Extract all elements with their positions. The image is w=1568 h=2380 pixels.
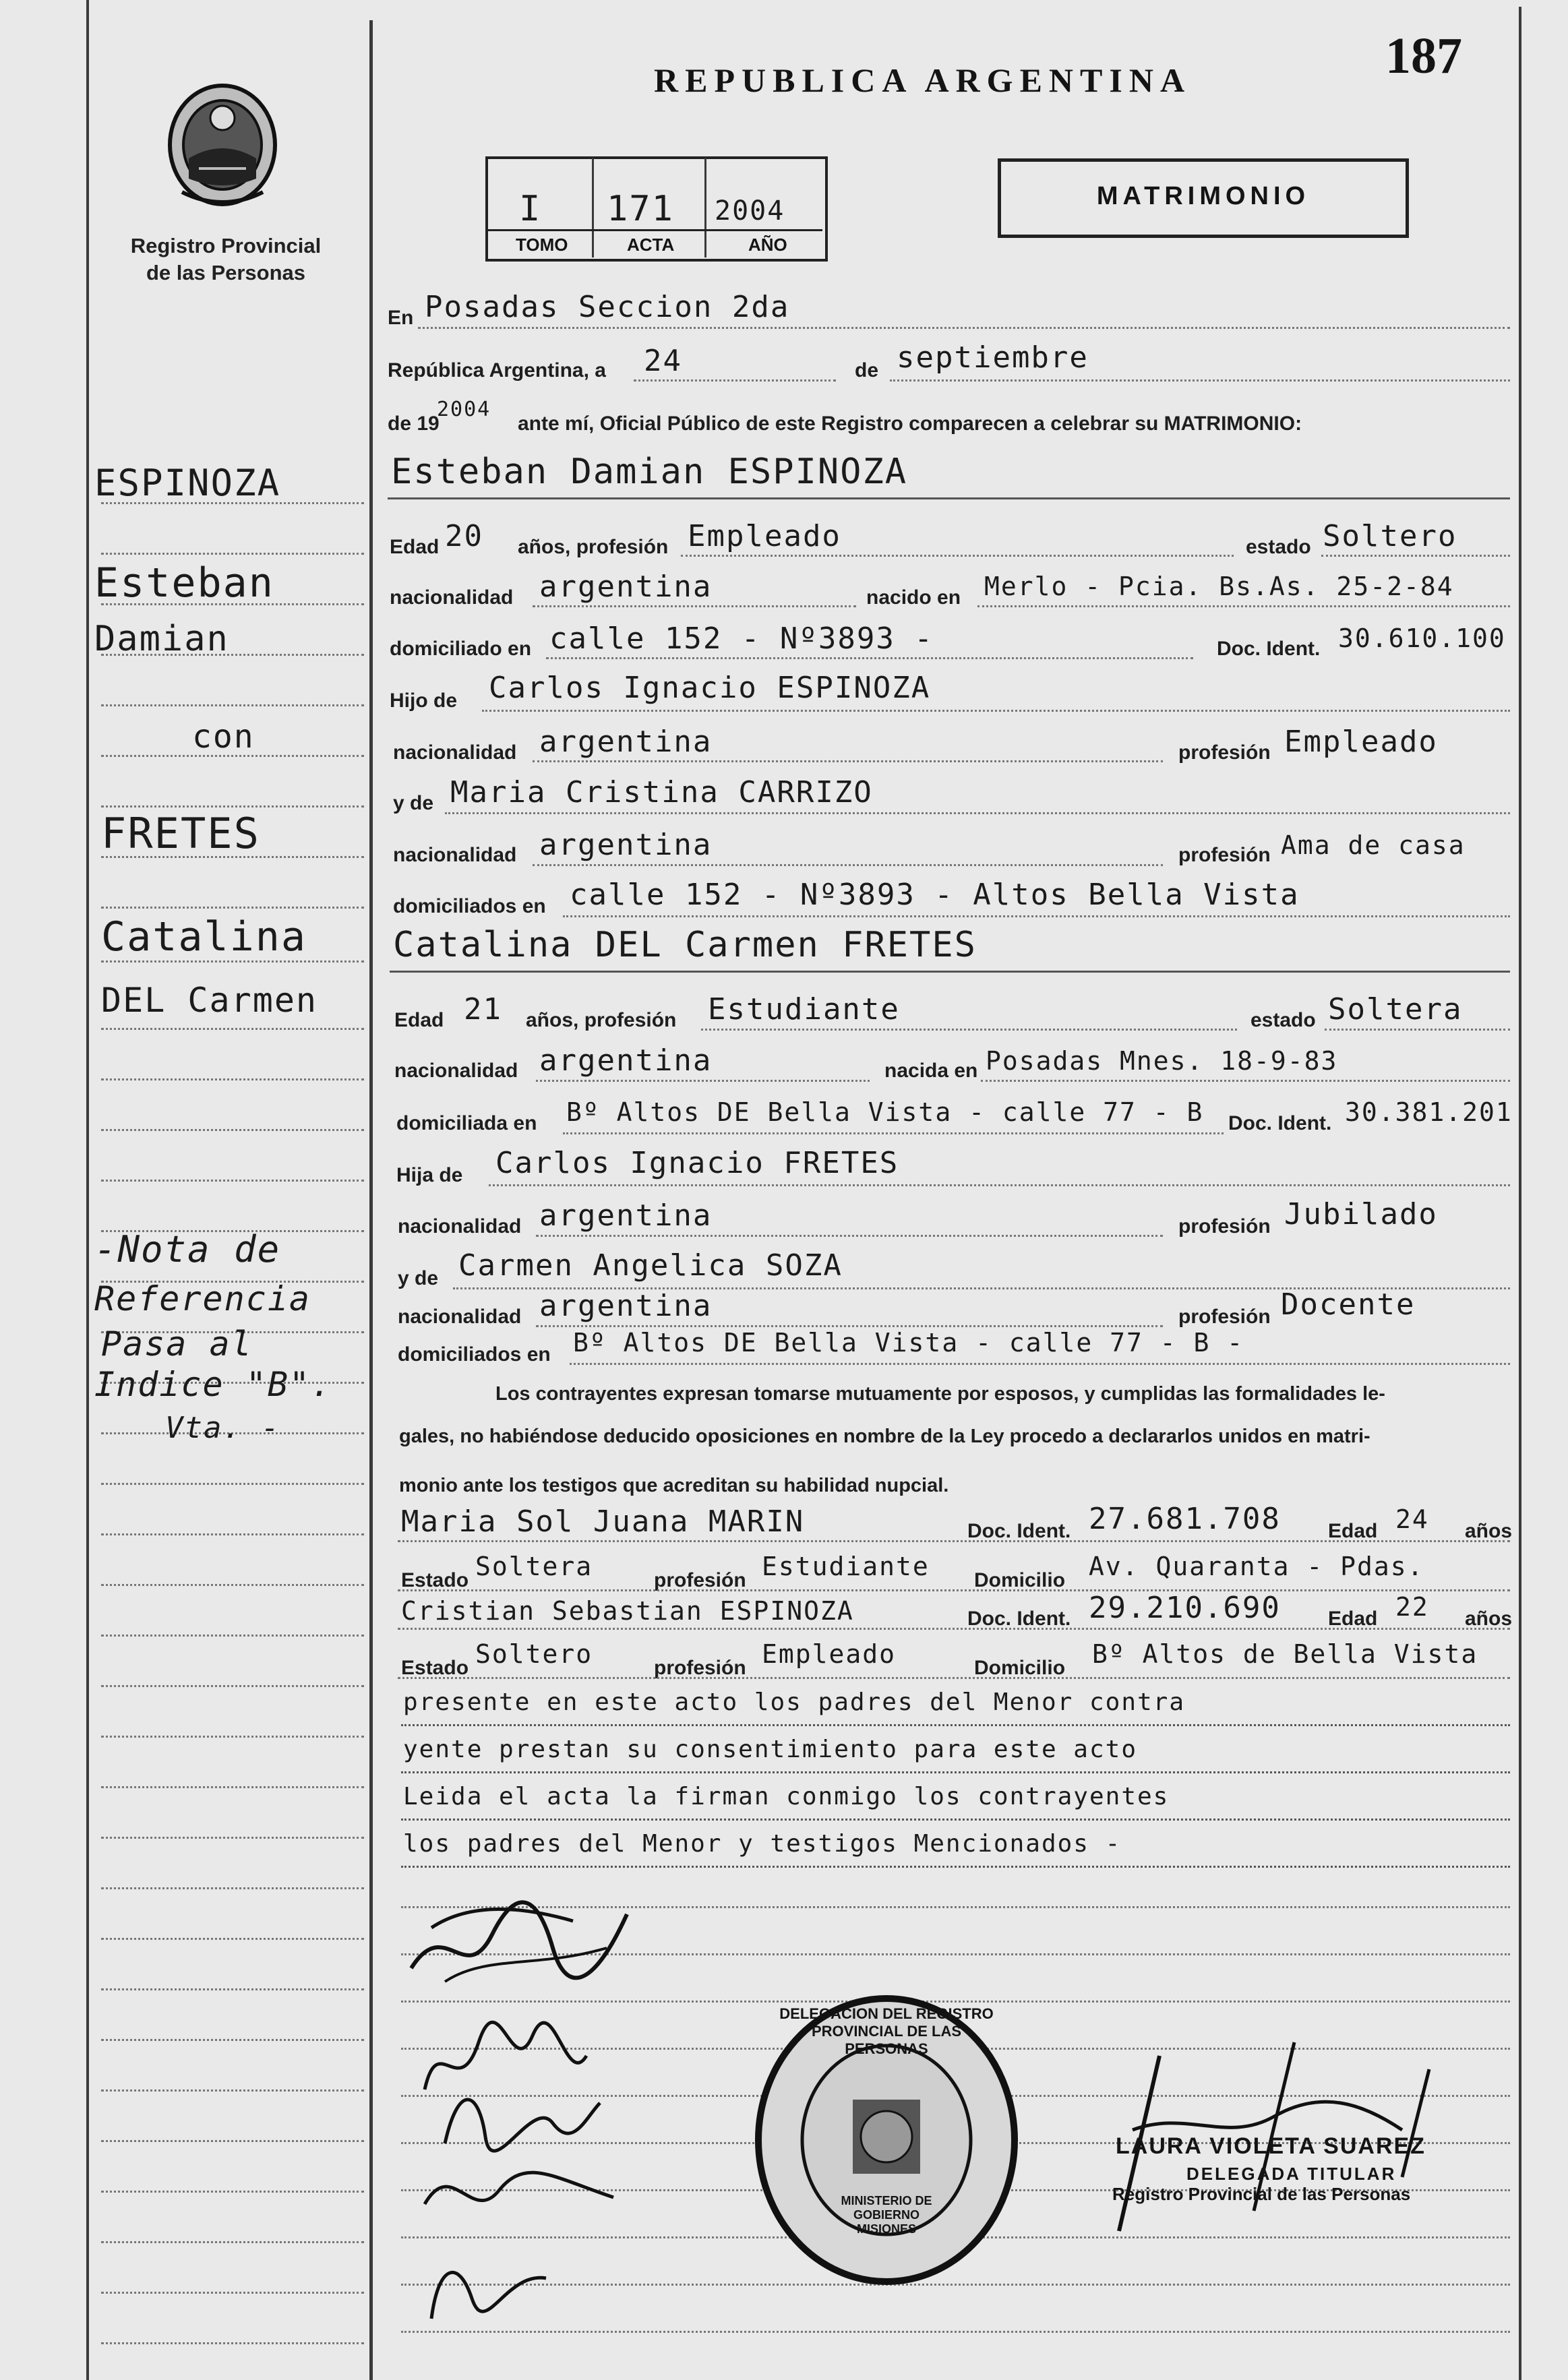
margin-rule-23 [101,1635,364,1637]
label-domiciliado: domiciliado en [390,638,532,660]
margin-rule-35 [101,2241,364,2243]
provincial-coat-of-arms [162,78,283,212]
label-nac-6: nacionalidad [398,1306,522,1328]
rule-note-1 [401,1724,1510,1726]
witness2-doc: 29.210.690 [1089,1591,1281,1625]
groom-birthplace: Merlo - Pcia. Bs.As. 25-2-84 [984,572,1454,601]
bride-name: Catalina DEL Carmen FRETES [393,925,977,965]
label-prof-w2: profesión [654,1657,746,1679]
witness2-status: Soltero [475,1639,593,1669]
rule-bride-birth [981,1080,1510,1082]
rule-bride-parents-address [570,1363,1510,1365]
label-nacido-en: nacido en [866,586,961,609]
label-domicilio-w1: Domicilio [974,1569,1066,1591]
declaration-line3: monio ante los testigos que acreditan su habilidad nupcial. [399,1475,949,1496]
label-nac-3: nacionalidad [393,844,517,866]
right-border [1519,7,1521,2380]
witness2-age: 22 [1395,1592,1429,1622]
label-prof-2: profesión [1178,741,1271,764]
margin-rule-2 [101,553,364,555]
bride-nationality: argentina [539,1043,713,1078]
margin-given1a: Esteban [94,559,274,607]
month-value: septiembre [897,340,1089,375]
margin-surname1: ESPINOZA [94,462,281,504]
rule-groom-nat [533,605,856,607]
note-line-2: yente prestan su consentimiento para este acto [403,1736,1137,1763]
label-anos-w2: años [1465,1608,1513,1630]
witness1-status: Soltera [475,1552,593,1581]
margin-rule-13 [101,1129,364,1131]
margin-note-1: -Nota de [94,1228,281,1271]
witness1-address: Av. Quaranta - Pdas. [1089,1552,1424,1581]
rule-groom-address [546,657,1193,659]
ref-divider-1 [592,158,594,257]
label-en: En [388,307,414,329]
page-number: 187 [1385,28,1462,84]
rule-bride-address [563,1132,1224,1134]
registry-name [128,233,324,286]
label-republica: República Argentina, a [388,359,606,382]
margin-rule-34 [101,2191,364,2193]
margin-given2a: Catalina [101,913,307,960]
margin-rule-32 [101,2089,364,2092]
groom-profession: Empleado [688,519,841,553]
label-estado-w2: Estado [401,1657,469,1679]
rule-groom-name [388,497,1510,499]
label-edad-w2: Edad [1328,1608,1378,1630]
rule-groom-father [482,710,1510,712]
bride-mother: Carmen Angelica SOZA [458,1248,843,1283]
day-value: 24 [644,344,682,378]
witness2-name: Cristian Sebastian ESPINOZA [401,1596,854,1626]
declaration-line2: gales, no habiéndose deducido oposiciones en nombre de la Ley procedo a declararlos unidos en matri- [399,1426,1370,1447]
stamp-inner-text: MINISTERIO DE GOBIERNO MISIONES [841,2194,932,2236]
margin-rule-14 [101,1180,364,1182]
label-edad-w1: Edad [1328,1520,1378,1542]
rule-bride-father [489,1184,1510,1186]
label-nac-1: nacionalidad [390,586,514,609]
rule-body-10 [401,2331,1510,2333]
label-doc-w1: Doc. Ident. [967,1520,1071,1542]
label-hija-de: Hija de [396,1164,463,1186]
margin-rule-36 [101,2292,364,2294]
label-doc-w2: Doc. Ident. [967,1608,1071,1630]
groom-nationality: argentina [539,570,713,604]
label-edad-1: Edad [390,536,440,558]
groom-mother-nat: argentina [539,828,713,862]
witness1-age: 24 [1395,1504,1429,1534]
label-prof-5: profesión [1178,1306,1271,1328]
label-y-de-2: y de [398,1267,439,1289]
label-edad-2: Edad [394,1009,444,1031]
label-doc-1: Doc. Ident. [1217,638,1321,660]
official-name: LAURA VIOLETA SUAREZ [1116,2133,1426,2159]
rule-bride-status [1325,1029,1510,1031]
groom-mother-prof: Ama de casa [1281,830,1466,860]
registry-line1: Registro Provincial [130,234,322,257]
rule-witness2 [398,1628,1510,1630]
margin-rule-24 [101,1685,364,1687]
groom-mother: Maria Cristina CARRIZO [450,775,873,810]
official-stamp [752,1992,1021,2288]
rule-day [634,379,836,382]
rule-bride-prof [701,1029,1237,1031]
groom-address: calle 152 - Nº3893 - [549,621,934,656]
label-anos-prof-2: años, profesión [526,1009,677,1031]
bride-mother-prof: Docente [1281,1287,1416,1322]
label-ante-mi: ante mí, Oficial Público de este Registro comparecen a celebrar su MATRIMONIO: [518,413,1302,435]
column-divider [369,20,373,2380]
tomo-value: I [519,189,542,229]
label-nac-5: nacionalidad [398,1215,522,1238]
margin-rule-37 [101,2342,364,2344]
margin-rule-21 [101,1533,364,1535]
country-title: REPUBLICA ARGENTINA [654,61,1192,99]
groom-doc: 30.610.100 [1338,623,1506,653]
tomo-label: TOMO [516,235,568,255]
margin-rule-11 [101,1028,364,1030]
signature-groom [404,1887,634,1995]
rule-month [890,379,1510,382]
left-outer-border [86,0,89,2380]
margin-note-4: Indice "B". [94,1365,333,1404]
bride-parents-address: Bº Altos DE Bella Vista - calle 77 - B - [573,1328,1244,1357]
label-domiciliados-2: domiciliados en [398,1343,551,1366]
margin-rule-25 [101,1736,364,1738]
groom-status: Soltero [1323,519,1457,553]
label-de: de [855,359,879,382]
rule-groom-mother [445,812,1510,814]
rule-bride-nat [536,1080,870,1082]
margin-note-3: Pasa al [101,1324,253,1364]
note-line-4: los padres del Menor y testigos Mencionados - [403,1830,1122,1858]
label-estado-2: estado [1250,1009,1316,1031]
note-line-1: presente en este acto los padres del Menor contra [403,1688,1186,1716]
rule-groom-status [1321,555,1510,557]
margin-rule-28 [101,1887,364,1889]
bride-doc: 30.381.201 [1345,1097,1513,1127]
bride-address: Bº Altos DE Bella Vista - calle 77 - B [566,1097,1204,1127]
margin-rule-7 [101,805,364,807]
label-nacida-en: nacida en [884,1060,978,1082]
label-domiciliados-1: domiciliados en [393,895,546,917]
rule-witness1 [398,1540,1510,1542]
ref-divider-2 [704,158,706,257]
rule-note-2 [401,1771,1510,1773]
label-doc-2: Doc. Ident. [1228,1112,1332,1134]
bride-father-prof: Jubilado [1284,1197,1438,1231]
margin-rule-5 [101,704,364,706]
rule-witness2-b [398,1677,1510,1679]
margin-rule-29 [101,1938,364,1940]
label-estado-w1: Estado [401,1569,469,1591]
label-nac-4: nacionalidad [394,1060,518,1082]
label-anos-w1: años [1465,1520,1513,1542]
margin-given1b: Damian [94,619,229,659]
bride-father-nat: argentina [539,1198,713,1233]
margin-rule-31 [101,2039,364,2041]
margin-rule-33 [101,2140,364,2142]
rule-bride-mother-nat [536,1325,1163,1327]
rule-groom-birth [977,605,1510,607]
witness1-name: Maria Sol Juana MARIN [401,1504,805,1539]
label-prof-3: profesión [1178,844,1271,866]
rule-groom-father-nat [533,760,1163,762]
label-prof-w1: profesión [654,1569,746,1591]
margin-rule-9 [101,907,364,909]
acta-value: 171 [607,189,674,229]
record-type: MATRIMONIO [1096,182,1310,210]
signature-witness-1 [431,2076,607,2157]
bride-father: Carlos Ignacio FRETES [495,1146,899,1180]
label-nac-2: nacionalidad [393,741,517,764]
groom-father-nat: argentina [539,725,713,759]
margin-rule-20 [101,1483,364,1485]
margin-note-5: Vta. - [165,1411,280,1445]
groom-age: 20 [445,519,483,553]
margin-given2b: DEL Carmen [101,981,318,1020]
stamp-outer-text: DELEGACION DEL REGISTRO PROVINCIAL DE LAS PERSONAS [779,2005,994,2057]
witness2-profession: Empleado [762,1639,897,1669]
witness1-doc: 27.681.708 [1089,1502,1281,1536]
official-office: Registro Provincial de las Personas [1112,2184,1411,2204]
year-value: 2004 [437,398,491,421]
rule-en [418,327,1510,329]
margin-rule-26 [101,1786,364,1788]
margin-con: con [192,718,255,756]
acta-label: ACTA [627,235,675,255]
rule-groom-prof [681,555,1234,557]
witness2-address: Bº Altos de Bella Vista [1092,1639,1478,1669]
groom-father-prof: Empleado [1284,725,1438,759]
official-title: DELEGADA TITULAR [1186,2164,1397,2184]
label-domiciliada: domiciliada en [396,1112,537,1134]
label-domicilio-w2: Domicilio [974,1657,1066,1679]
rule-groom-mother-nat [533,864,1163,866]
label-de19: de 19 [388,413,440,435]
bride-status: Soltera [1328,992,1463,1027]
bride-age: 21 [464,992,502,1027]
margin-rule-10 [101,960,364,963]
groom-parents-address: calle 152 - Nº3893 - Altos Bella Vista [570,878,1300,912]
bride-mother-nat: argentina [539,1289,713,1323]
declaration-line1: Los contrayentes expresan tomarse mutuamente por esposos, y cumplidas las formalidades le- [495,1383,1385,1405]
margin-rule-27 [101,1837,364,1839]
margin-rule-30 [101,1988,364,1990]
rule-note-4 [401,1866,1510,1868]
registry-line2: de las Personas [146,261,306,284]
label-prof-4: profesión [1178,1215,1271,1238]
bride-profession: Estudiante [708,992,900,1027]
groom-name: Esteban Damian ESPINOZA [391,452,908,492]
label-anos-prof-1: años, profesión [518,536,669,558]
bride-birthplace: Posadas Mnes. 18-9-83 [986,1046,1338,1076]
signature-witness-2 [418,2150,620,2231]
label-estado-1: estado [1246,536,1311,558]
witness1-profession: Estudiante [762,1552,930,1581]
rule-note-3 [401,1819,1510,1821]
signature-witness-3 [418,2245,553,2325]
rule-groom-parents-address [563,915,1510,917]
ano-value: 2004 [715,195,785,226]
rule-witness1-b [398,1589,1510,1591]
margin-rule-22 [101,1584,364,1586]
margin-surname2: FRETES [101,809,260,858]
rule-bride-name [390,971,1510,973]
label-y-de-1: y de [393,792,434,814]
rule-bride-father-nat [536,1235,1163,1237]
groom-father: Carlos Ignacio ESPINOZA [489,671,931,705]
margin-rule-12 [101,1078,364,1080]
note-line-3: Leida el acta la firman conmigo los contrayentes [403,1783,1170,1810]
label-hijo-de: Hijo de [390,690,458,712]
ano-label: AÑO [748,235,787,255]
place-value: Posadas Seccion 2da [425,290,790,324]
margin-note-2: Referencia [94,1279,311,1318]
ref-label-rule [487,229,822,231]
